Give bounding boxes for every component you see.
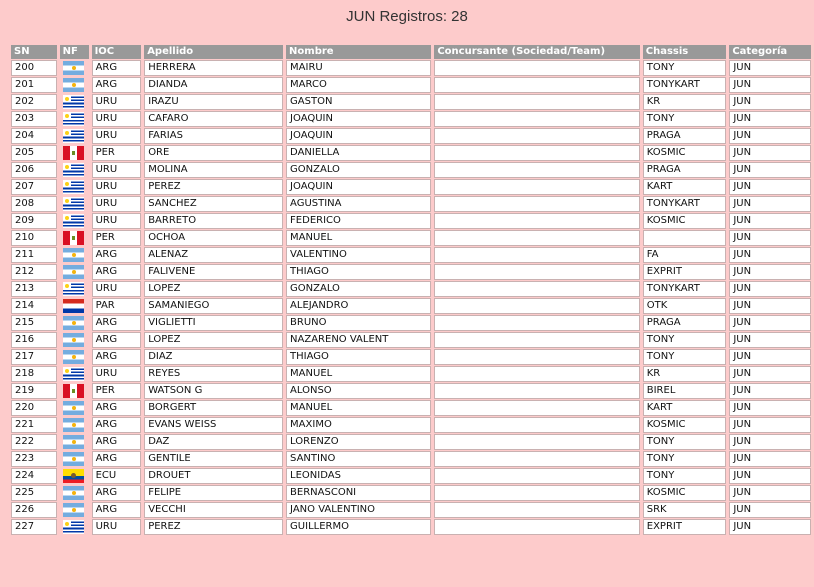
concursante-cell — [434, 519, 639, 535]
ioc-cell: ARG — [92, 264, 142, 280]
concursante-cell — [434, 94, 639, 110]
uruguay-flag-icon — [63, 520, 84, 534]
chassis-cell: PRAGA — [643, 128, 727, 144]
apellido-cell: SANCHEZ — [144, 196, 283, 212]
categoria-cell: JUN — [729, 145, 811, 161]
apellido-cell: VIGLIETTI — [144, 315, 283, 331]
table-row[interactable] — [11, 485, 811, 501]
sn-cell: 224 — [11, 468, 57, 484]
col-header-apellido[interactable]: Apellido — [144, 45, 283, 59]
nombre-cell: MARCO — [286, 77, 431, 93]
sn-cell: 219 — [11, 383, 57, 399]
concursante-cell — [434, 366, 639, 382]
ioc-cell: URU — [92, 179, 142, 195]
nombre-cell: JOAQUIN — [286, 128, 431, 144]
col-header-ioc[interactable]: IOC — [92, 45, 142, 59]
categoria-cell: JUN — [729, 111, 811, 127]
flag-cell — [60, 213, 89, 229]
table-row[interactable] — [11, 519, 811, 535]
ioc-cell: URU — [92, 94, 142, 110]
apellido-cell: DIAZ — [144, 349, 283, 365]
col-header-nombre[interactable]: Nombre — [286, 45, 431, 59]
nombre-cell: VALENTINO — [286, 247, 431, 263]
apellido-cell: VECCHI — [144, 502, 283, 518]
uruguay-flag-icon — [63, 282, 84, 296]
flag-cell — [60, 281, 89, 297]
apellido-cell: OCHOA — [144, 230, 283, 246]
concursante-cell — [434, 468, 639, 484]
argentina-flag-icon — [63, 61, 84, 75]
chassis-cell: TONY — [643, 60, 727, 76]
sn-cell: 206 — [11, 162, 57, 178]
flag-cell — [60, 400, 89, 416]
ioc-cell: URU — [92, 366, 142, 382]
table-row[interactable] — [11, 213, 811, 229]
sn-cell: 216 — [11, 332, 57, 348]
apellido-cell: ALENAZ — [144, 247, 283, 263]
table-row[interactable] — [11, 264, 811, 280]
ioc-cell: ARG — [92, 485, 142, 501]
ioc-cell: URU — [92, 128, 142, 144]
table-row[interactable] — [11, 366, 811, 382]
chassis-cell: TONYKART — [643, 77, 727, 93]
peru-flag-icon — [63, 384, 84, 398]
apellido-cell: PEREZ — [144, 179, 283, 195]
sn-cell: 215 — [11, 315, 57, 331]
sn-cell: 201 — [11, 77, 57, 93]
categoria-cell: JUN — [729, 315, 811, 331]
concursante-cell — [434, 111, 639, 127]
concursante-cell — [434, 60, 639, 76]
nombre-cell: BERNASCONI — [286, 485, 431, 501]
table-row[interactable] — [11, 315, 811, 331]
argentina-flag-icon — [63, 401, 84, 415]
nombre-cell: JOAQUIN — [286, 179, 431, 195]
apellido-cell: FELIPE — [144, 485, 283, 501]
chassis-cell: FA — [643, 247, 727, 263]
apellido-cell: DAZ — [144, 434, 283, 450]
flag-cell — [60, 519, 89, 535]
apellido-cell: BORGERT — [144, 400, 283, 416]
flag-cell — [60, 94, 89, 110]
apellido-cell: HERRERA — [144, 60, 283, 76]
uruguay-flag-icon — [63, 367, 84, 381]
concursante-cell — [434, 128, 639, 144]
col-header-chassis[interactable]: Chassis — [643, 45, 727, 59]
flag-cell — [60, 247, 89, 263]
sn-cell: 207 — [11, 179, 57, 195]
concursante-cell — [434, 400, 639, 416]
nombre-cell: DANIELLA — [286, 145, 431, 161]
paraguay-flag-icon — [63, 299, 84, 313]
col-header-concursante[interactable]: Concursante (Sociedad/Team) — [434, 45, 639, 59]
table-row[interactable] — [11, 400, 811, 416]
table-row[interactable] — [11, 111, 811, 127]
table-row[interactable] — [11, 349, 811, 365]
chassis-cell: PRAGA — [643, 162, 727, 178]
categoria-cell: JUN — [729, 298, 811, 314]
chassis-cell: OTK — [643, 298, 727, 314]
argentina-flag-icon — [63, 350, 84, 364]
table-row[interactable] — [11, 179, 811, 195]
sn-cell: 200 — [11, 60, 57, 76]
categoria-cell: JUN — [729, 230, 811, 246]
argentina-flag-icon — [63, 333, 84, 347]
concursante-cell — [434, 77, 639, 93]
flag-cell — [60, 383, 89, 399]
table-row[interactable] — [11, 247, 811, 263]
sn-cell: 223 — [11, 451, 57, 467]
ecuador-flag-icon — [63, 469, 84, 483]
flag-cell — [60, 315, 89, 331]
apellido-cell: FALIVENE — [144, 264, 283, 280]
uruguay-flag-icon — [63, 197, 84, 211]
apellido-cell: LOPEZ — [144, 332, 283, 348]
concursante-cell — [434, 230, 639, 246]
table-row[interactable] — [11, 230, 811, 246]
sn-cell: 218 — [11, 366, 57, 382]
categoria-cell: JUN — [729, 179, 811, 195]
uruguay-flag-icon — [63, 214, 84, 228]
categoria-cell: JUN — [729, 281, 811, 297]
chassis-cell: TONYKART — [643, 281, 727, 297]
categoria-cell: JUN — [729, 349, 811, 365]
table-row[interactable] — [11, 434, 811, 450]
argentina-flag-icon — [63, 452, 84, 466]
categoria-cell: JUN — [729, 332, 811, 348]
chassis-cell: TONY — [643, 111, 727, 127]
categoria-cell: JUN — [729, 247, 811, 263]
nombre-cell: MAXIMO — [286, 417, 431, 433]
col-header-categoria[interactable]: Categoría — [729, 45, 811, 59]
categoria-cell: JUN — [729, 213, 811, 229]
argentina-flag-icon — [63, 78, 84, 92]
sn-cell: 221 — [11, 417, 57, 433]
categoria-cell: JUN — [729, 366, 811, 382]
ioc-cell: ARG — [92, 417, 142, 433]
categoria-cell: JUN — [729, 264, 811, 280]
categoria-cell: JUN — [729, 162, 811, 178]
nombre-cell: LORENZO — [286, 434, 431, 450]
categoria-cell: JUN — [729, 417, 811, 433]
sn-cell: 214 — [11, 298, 57, 314]
apellido-cell: PEREZ — [144, 519, 283, 535]
concursante-cell — [434, 264, 639, 280]
ioc-cell: ARG — [92, 400, 142, 416]
uruguay-flag-icon — [63, 95, 84, 109]
sn-cell: 205 — [11, 145, 57, 161]
concursante-cell — [434, 502, 639, 518]
sn-cell: 222 — [11, 434, 57, 450]
chassis-cell: EXPRIT — [643, 264, 727, 280]
sn-cell: 209 — [11, 213, 57, 229]
apellido-cell: CAFARO — [144, 111, 283, 127]
categoria-cell: JUN — [729, 468, 811, 484]
sn-cell: 212 — [11, 264, 57, 280]
flag-cell — [60, 434, 89, 450]
nombre-cell: JOAQUIN — [286, 111, 431, 127]
nombre-cell: GUILLERMO — [286, 519, 431, 535]
apellido-cell: EVANS WEISS — [144, 417, 283, 433]
chassis-cell: SRK — [643, 502, 727, 518]
table-body — [11, 60, 811, 535]
nombre-cell: GONZALO — [286, 162, 431, 178]
table-row[interactable] — [11, 281, 811, 297]
ioc-cell: ARG — [92, 60, 142, 76]
nombre-cell: ALONSO — [286, 383, 431, 399]
flag-cell — [60, 264, 89, 280]
col-header-nf[interactable]: NF — [60, 45, 89, 59]
chassis-cell: BIREL — [643, 383, 727, 399]
argentina-flag-icon — [63, 248, 84, 262]
ioc-cell: URU — [92, 519, 142, 535]
ioc-cell: PER — [92, 230, 142, 246]
ioc-cell: URU — [92, 162, 142, 178]
flag-cell — [60, 77, 89, 93]
flag-cell — [60, 349, 89, 365]
categoria-cell: JUN — [729, 519, 811, 535]
chassis-cell: KART — [643, 179, 727, 195]
nombre-cell: MANUEL — [286, 366, 431, 382]
concursante-cell — [434, 196, 639, 212]
col-header-sn[interactable]: SN — [11, 45, 57, 59]
nombre-cell: GASTON — [286, 94, 431, 110]
table-row[interactable] — [11, 94, 811, 110]
table-row[interactable] — [11, 162, 811, 178]
chassis-cell: KOSMIC — [643, 417, 727, 433]
concursante-cell — [434, 383, 639, 399]
apellido-cell: ORE — [144, 145, 283, 161]
apellido-cell: GENTILE — [144, 451, 283, 467]
header-row — [11, 45, 811, 59]
flag-cell — [60, 128, 89, 144]
flag-cell — [60, 179, 89, 195]
concursante-cell — [434, 281, 639, 297]
ioc-cell: ARG — [92, 451, 142, 467]
ioc-cell: ARG — [92, 434, 142, 450]
ioc-cell: ARG — [92, 332, 142, 348]
ioc-cell: ECU — [92, 468, 142, 484]
flag-cell — [60, 417, 89, 433]
registros-table — [8, 44, 814, 536]
apellido-cell: WATSON G — [144, 383, 283, 399]
categoria-cell: JUN — [729, 434, 811, 450]
flag-cell — [60, 230, 89, 246]
concursante-cell — [434, 485, 639, 501]
apellido-cell: SAMANIEGO — [144, 298, 283, 314]
chassis-cell: EXPRIT — [643, 519, 727, 535]
apellido-cell: MOLINA — [144, 162, 283, 178]
ioc-cell: URU — [92, 281, 142, 297]
sn-cell: 225 — [11, 485, 57, 501]
chassis-cell: KOSMIC — [643, 145, 727, 161]
sn-cell: 208 — [11, 196, 57, 212]
table-row[interactable] — [11, 468, 811, 484]
categoria-cell: JUN — [729, 485, 811, 501]
flag-cell — [60, 502, 89, 518]
sn-cell: 202 — [11, 94, 57, 110]
ioc-cell: URU — [92, 196, 142, 212]
table-row[interactable] — [11, 417, 811, 433]
sn-cell: 211 — [11, 247, 57, 263]
categoria-cell: JUN — [729, 77, 811, 93]
concursante-cell — [434, 451, 639, 467]
concursante-cell — [434, 417, 639, 433]
table-row[interactable] — [11, 145, 811, 161]
sn-cell: 203 — [11, 111, 57, 127]
sn-cell: 217 — [11, 349, 57, 365]
uruguay-flag-icon — [63, 163, 84, 177]
concursante-cell — [434, 298, 639, 314]
flag-cell — [60, 366, 89, 382]
concursante-cell — [434, 349, 639, 365]
categoria-cell: JUN — [729, 502, 811, 518]
argentina-flag-icon — [63, 418, 84, 432]
categoria-cell: JUN — [729, 128, 811, 144]
nombre-cell: MANUEL — [286, 230, 431, 246]
flag-cell — [60, 298, 89, 314]
categoria-cell: JUN — [729, 196, 811, 212]
nombre-cell: LEONIDAS — [286, 468, 431, 484]
table-row[interactable] — [11, 196, 811, 212]
table-row[interactable] — [11, 383, 811, 399]
table-row[interactable] — [11, 128, 811, 144]
argentina-flag-icon — [63, 435, 84, 449]
categoria-cell: JUN — [729, 60, 811, 76]
sn-cell: 210 — [11, 230, 57, 246]
ioc-cell: ARG — [92, 315, 142, 331]
apellido-cell: IRAZU — [144, 94, 283, 110]
flag-cell — [60, 145, 89, 161]
table-row[interactable] — [11, 298, 811, 314]
peru-flag-icon — [63, 231, 84, 245]
nombre-cell: BRUNO — [286, 315, 431, 331]
ioc-cell: ARG — [92, 349, 142, 365]
nombre-cell: NAZARENO VALENT — [286, 332, 431, 348]
categoria-cell: JUN — [729, 383, 811, 399]
apellido-cell: BARRETO — [144, 213, 283, 229]
sn-cell: 226 — [11, 502, 57, 518]
ioc-cell: URU — [92, 111, 142, 127]
ioc-cell: ARG — [92, 247, 142, 263]
chassis-cell: KR — [643, 94, 727, 110]
nombre-cell: THIAGO — [286, 264, 431, 280]
sn-cell: 204 — [11, 128, 57, 144]
flag-cell — [60, 196, 89, 212]
concursante-cell — [434, 162, 639, 178]
concursante-cell — [434, 247, 639, 263]
chassis-cell — [643, 230, 727, 246]
nombre-cell: MANUEL — [286, 400, 431, 416]
chassis-cell: KOSMIC — [643, 485, 727, 501]
chassis-cell: KART — [643, 400, 727, 416]
apellido-cell: DIANDA — [144, 77, 283, 93]
concursante-cell — [434, 315, 639, 331]
nombre-cell: GONZALO — [286, 281, 431, 297]
nombre-cell: FEDERICO — [286, 213, 431, 229]
ioc-cell: ARG — [92, 502, 142, 518]
apellido-cell: LOPEZ — [144, 281, 283, 297]
argentina-flag-icon — [63, 486, 84, 500]
concursante-cell — [434, 434, 639, 450]
concursante-cell — [434, 332, 639, 348]
categoria-cell: JUN — [729, 400, 811, 416]
ioc-cell: ARG — [92, 77, 142, 93]
flag-cell — [60, 332, 89, 348]
chassis-cell: KR — [643, 366, 727, 382]
chassis-cell: PRAGA — [643, 315, 727, 331]
nombre-cell: THIAGO — [286, 349, 431, 365]
table-row[interactable] — [11, 77, 811, 93]
categoria-cell: JUN — [729, 451, 811, 467]
apellido-cell: DROUET — [144, 468, 283, 484]
apellido-cell: REYES — [144, 366, 283, 382]
page-title: JUN Registros: 28 — [346, 8, 468, 25]
argentina-flag-icon — [63, 316, 84, 330]
argentina-flag-icon — [63, 265, 84, 279]
chassis-cell: TONY — [643, 468, 727, 484]
sn-cell: 227 — [11, 519, 57, 535]
ioc-cell: PAR — [92, 298, 142, 314]
peru-flag-icon — [63, 146, 84, 160]
nombre-cell: AGUSTINA — [286, 196, 431, 212]
chassis-cell: KOSMIC — [643, 213, 727, 229]
apellido-cell: FARIAS — [144, 128, 283, 144]
concursante-cell — [434, 145, 639, 161]
flag-cell — [60, 111, 89, 127]
uruguay-flag-icon — [63, 129, 84, 143]
flag-cell — [60, 468, 89, 484]
argentina-flag-icon — [63, 503, 84, 517]
ioc-cell: URU — [92, 213, 142, 229]
uruguay-flag-icon — [63, 112, 84, 126]
chassis-cell: TONY — [643, 332, 727, 348]
concursante-cell — [434, 179, 639, 195]
sn-cell: 220 — [11, 400, 57, 416]
flag-cell — [60, 60, 89, 76]
nombre-cell: ALEJANDRO — [286, 298, 431, 314]
chassis-cell: TONY — [643, 451, 727, 467]
chassis-cell: TONY — [643, 349, 727, 365]
chassis-cell: TONY — [643, 434, 727, 450]
ioc-cell: PER — [92, 383, 142, 399]
sn-cell: 213 — [11, 281, 57, 297]
concursante-cell — [434, 213, 639, 229]
flag-cell — [60, 451, 89, 467]
table-row[interactable] — [11, 451, 811, 467]
nombre-cell: MAIRU — [286, 60, 431, 76]
table-row[interactable] — [11, 502, 811, 518]
uruguay-flag-icon — [63, 180, 84, 194]
flag-cell — [60, 485, 89, 501]
nombre-cell: SANTINO — [286, 451, 431, 467]
ioc-cell: PER — [92, 145, 142, 161]
table-row[interactable] — [11, 60, 811, 76]
flag-cell — [60, 162, 89, 178]
nombre-cell: JANO VALENTINO — [286, 502, 431, 518]
table-row[interactable] — [11, 332, 811, 348]
categoria-cell: JUN — [729, 94, 811, 110]
chassis-cell: TONYKART — [643, 196, 727, 212]
